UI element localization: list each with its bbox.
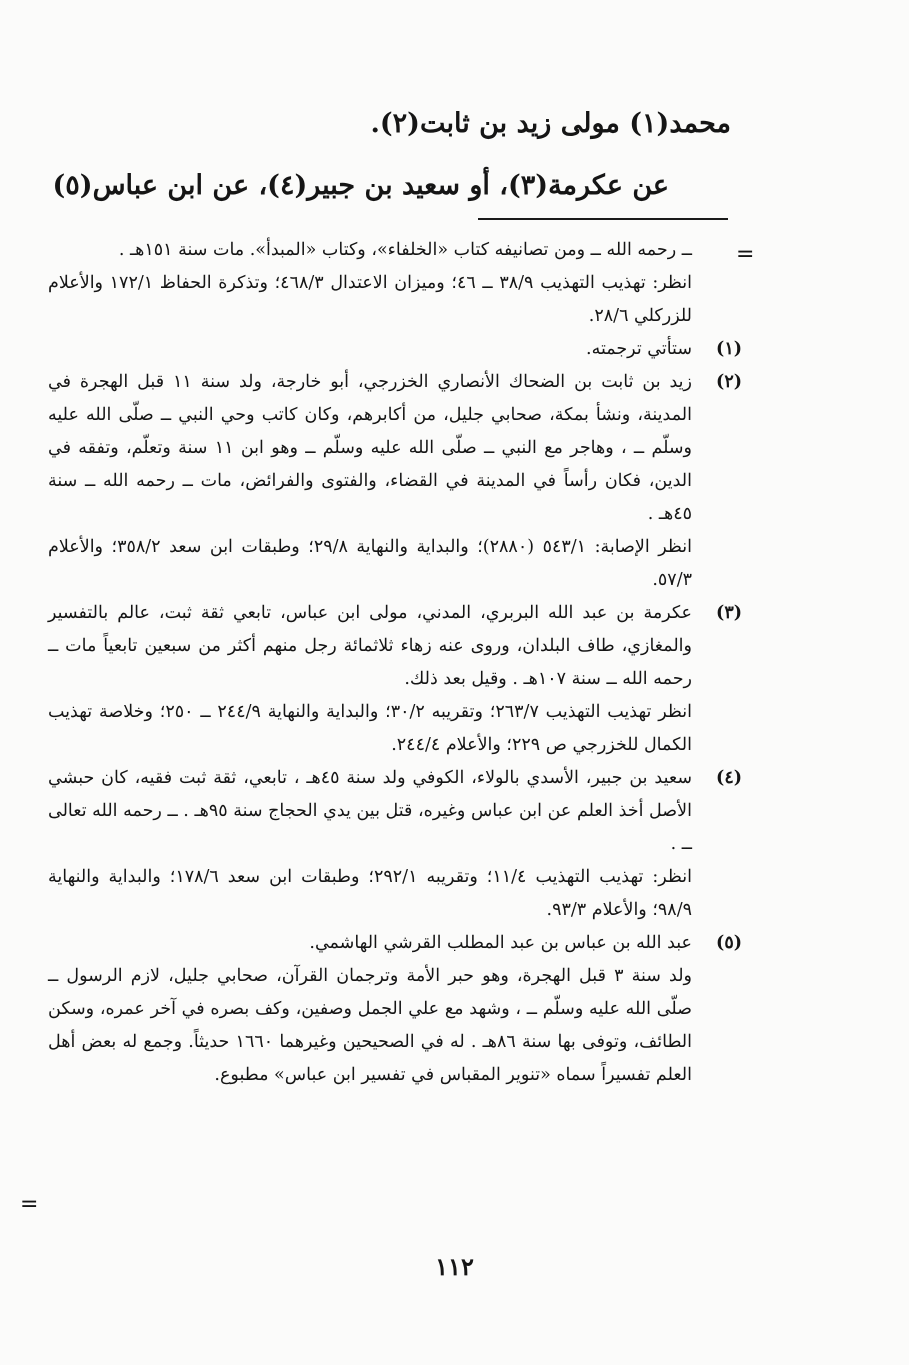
- continuation-mark-bottom: =: [20, 1192, 39, 1217]
- footnote-1: [48, 333, 742, 366]
- footnote-separator: [478, 218, 728, 220]
- footnote-paragraph: زيد بن ثابت بن الضحاك الأنصاري الخزرجي، أبو خارجة، ولد سنة ١١ قبل الهجرة في المدينة، ونشأ بمكة، صحابي جليل، من أكابرهم، وكان كاتب وحي النبي ــ صلّى الله عليه وسلّم ــ ، وهاجر مع النبي ــ صلّى الله عليه وسلّم ــ وهو ابن ١١ سنة وتعلّم، وتفقه في الدين، فكان رأساً في المدينة في القضاء، والفتوى والفرائض، مات ــ رحمه الله ــ سنة ٤٥هـ .: [48, 372, 692, 524]
- footnote-5: [48, 927, 742, 1092]
- footnote-paragraph: سعيد بن جبير، الأسدي بالولاء، الكوفي ولد سنة ٤٥هـ ، تابعي، ثقة ثبت فقيه، كان حبشي الأصل أخذ العلم عن ابن عباس وغيره، قتل بين يدي الحجاج سنة ٩٥هـ . ــ رحمه الله تعالى ــ .: [48, 768, 693, 854]
- footnote-continuation: [48, 234, 738, 333]
- footnote-body: [48, 597, 692, 762]
- footnote-paragraph: عكرمة بن عبد الله البربري، المدني، مولى ابن عباس، تابعي ثقة ثبت، عالم بالتفسير والمغازي، طاف البلدان، وروى عنه زهاء ثلاثمائة رجل منهم أكثر من سبعين تابعياً مات ــ رحمه الله ــ سنة ١٠٧هـ . وقيل بعد ذلك.: [48, 603, 692, 689]
- footnote-paragraph: ستأتي ترجمته.: [586, 339, 692, 359]
- footnote-paragraph: انظر: تهذيب التهذيب ١١/٤؛ وتقريبه ٢٩٢/١؛ وطبقات ابن سعد ١٧٨/٦؛ والبداية والنهاية ٩٨/٩؛ والأعلام ٩٣/٣.: [48, 867, 692, 920]
- footnote-body: [48, 927, 692, 1092]
- footnote-2: [48, 366, 742, 597]
- footnote-paragraph: ولد سنة ٣ قبل الهجرة، وهو حبر الأمة وترجمان القرآن، صحابي جليل، لازم الرسول ــ صلّى الله عليه وسلّم ــ ، وشهد مع علي الجمل وصفين، وكف بصره في آخر عمره، وسكن الطائف، وتوفى بها سنة ٨٦هـ . له في الصحيحين وغيرهما ١٦٦٠ حديثاً. وجمع له بعض أهل العلم تفسيراً سماه «تنوير المقباس في تفسير ابن عباس» مطبوع.: [48, 966, 693, 1085]
- footnote-paragraph: انظر الإصابة: ٥٤٣/١ (٢٨٨٠)؛ والبداية والنهاية ٢٩/٨؛ وطبقات ابن سعد ٣٥٨/٢؛ والأعلام ٥٧/٣.: [48, 537, 692, 590]
- footnote-body: [48, 333, 692, 366]
- footnote-number: (٤): [716, 768, 742, 788]
- continuation-paragraph: ــ رحمه الله ــ ومن تصانيفه كتاب «الخلفاء»، وكتاب «المبدأ». مات سنة ١٥١هـ .: [118, 240, 692, 260]
- footnote-body: [48, 762, 692, 927]
- footnote-3: [48, 597, 742, 762]
- footnote-4: [48, 762, 742, 927]
- footnote-paragraph: عبد الله بن عباس بن عبد المطلب القرشي الهاشمي.: [309, 933, 692, 953]
- footnote-number: (٥): [716, 933, 742, 953]
- main-text-line-1: محمد(١) مولى زيد بن ثابت(٢).: [370, 108, 731, 139]
- footnote-body: [48, 366, 692, 597]
- footnote-paragraph: انظر تهذيب التهذيب ٢٦٣/٧؛ وتقريبه ٣٠/٢؛ والبداية والنهاية ٢٤٤/٩ ــ ٢٥٠؛ وخلاصة تهذيب الكمال للخزرجي ص ٢٢٩؛ والأعلام ٢٤٤/٤.: [48, 702, 692, 755]
- footnote-number: (١): [716, 339, 742, 359]
- footnote-number: (٣): [716, 603, 742, 623]
- footnote-number: (٢): [716, 372, 742, 392]
- main-text-line-2: عن عكرمة(٣)، أو سعيد بن جبير(٤)، عن ابن عباس(٥): [52, 170, 669, 201]
- page-number: ١١٢: [435, 1252, 474, 1281]
- continuation-paragraph: انظر: تهذيب التهذيب ٣٨/٩ ــ ٤٦؛ وميزان الاعتدال ٤٦٨/٣؛ وتذكرة الحفاظ ١٧٢/١ والأعلام للزركلي ٢٨/٦.: [48, 273, 692, 326]
- continuation-mark-top: =: [736, 242, 755, 267]
- footnotes: [48, 234, 742, 1092]
